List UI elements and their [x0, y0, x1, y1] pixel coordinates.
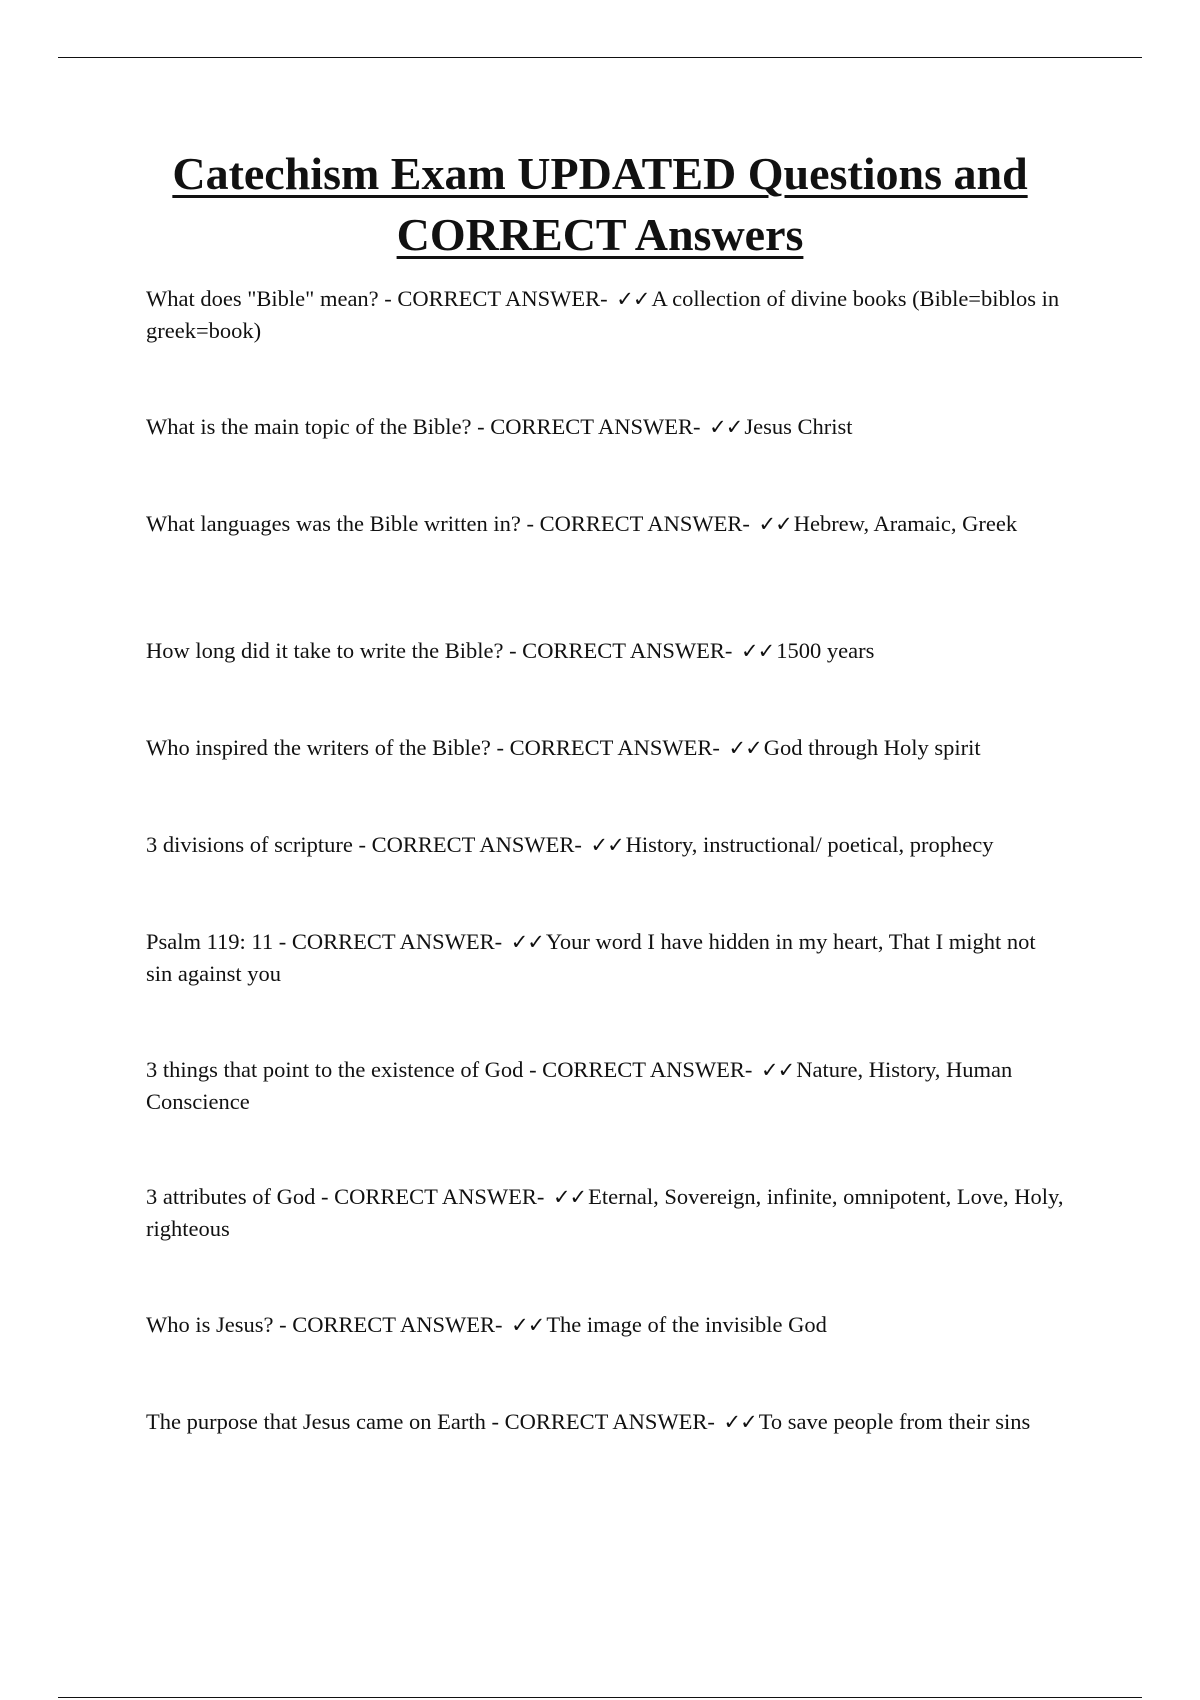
answer-text: God through Holy spirit	[763, 735, 981, 760]
question-text: The purpose that Jesus came on Earth	[146, 1409, 486, 1434]
document-title: Catechism Exam UPDATED Questions and CORRECT Answers	[172, 148, 1028, 260]
double-check-icon: ✓✓	[709, 415, 743, 439]
double-check-icon: ✓✓	[728, 736, 762, 760]
answer-separator: - CORRECT ANSWER-	[503, 638, 739, 663]
top-rule	[58, 57, 1142, 58]
qa-item	[146, 283, 1066, 347]
question-text: Who inspired the writers of the Bible?	[146, 735, 491, 760]
answer-text: 1500 years	[776, 638, 875, 663]
answer-text: Hebrew, Aramaic, Greek	[793, 511, 1018, 536]
qa-item	[146, 829, 1066, 861]
question-text: 3 attributes of God	[146, 1184, 316, 1209]
answer-separator: - CORRECT ANSWER-	[273, 1312, 509, 1337]
question-text: 3 divisions of scripture	[146, 832, 353, 857]
double-check-icon: ✓✓	[723, 1410, 757, 1434]
answer-separator: - CORRECT ANSWER-	[485, 1409, 721, 1434]
answer-text: Nature, History, Human Conscience	[146, 1057, 1013, 1114]
qa-item	[146, 508, 1066, 540]
answer-separator: - CORRECT ANSWER-	[471, 414, 707, 439]
answer-separator: - CORRECT ANSWER-	[520, 511, 756, 536]
answer-text: A collection of divine books (Bible=biblos in greek=book)	[146, 286, 1060, 343]
question-text: What does "Bible" mean?	[146, 286, 379, 311]
answer-text: To save people from their sins	[758, 1409, 1031, 1434]
question-text: What is the main topic of the Bible?	[146, 414, 472, 439]
answer-separator: - CORRECT ANSWER-	[523, 1057, 759, 1082]
answer-separator: - CORRECT ANSWER-	[352, 832, 588, 857]
bottom-rule	[58, 1697, 1142, 1698]
double-check-icon: ✓✓	[761, 1058, 795, 1082]
answer-text: Jesus Christ	[744, 414, 853, 439]
double-check-icon: ✓✓	[741, 639, 775, 663]
answer-text: History, instructional/ poetical, prophecy	[625, 832, 994, 857]
double-check-icon: ✓✓	[616, 287, 650, 311]
answer-text: Eternal, Sovereign, infinite, omnipotent, Love, Holy, righteous	[146, 1184, 1064, 1241]
qa-item	[146, 1309, 1066, 1341]
double-check-icon: ✓✓	[510, 930, 544, 954]
qa-item	[146, 1406, 1066, 1438]
question-text: What languages was the Bible written in?	[146, 511, 521, 536]
double-check-icon: ✓✓	[511, 1313, 545, 1337]
double-check-icon: ✓✓	[590, 833, 624, 857]
question-text: 3 things that point to the existence of God	[146, 1057, 524, 1082]
qa-item	[146, 1054, 1066, 1118]
answer-text: Your word I have hidden in my heart, That I might not sin against you	[146, 929, 1036, 986]
double-check-icon: ✓✓	[552, 1185, 587, 1209]
answer-separator: - CORRECT ANSWER-	[273, 929, 508, 954]
answer-separator: - CORRECT ANSWER-	[378, 286, 614, 311]
double-check-icon: ✓✓	[758, 512, 792, 536]
answer-separator: - CORRECT ANSWER-	[490, 735, 726, 760]
qa-item	[146, 1181, 1066, 1245]
question-text: Psalm 119: 11	[146, 929, 274, 954]
answer-text: The image of the invisible God	[546, 1312, 827, 1337]
qa-item	[146, 411, 1066, 443]
qa-item	[146, 926, 1066, 990]
answer-separator: - CORRECT ANSWER-	[315, 1184, 550, 1209]
question-text: How long did it take to write the Bible?	[146, 638, 504, 663]
question-text: Who is Jesus?	[146, 1312, 274, 1337]
qa-item	[146, 732, 1066, 764]
qa-item	[146, 635, 1066, 667]
